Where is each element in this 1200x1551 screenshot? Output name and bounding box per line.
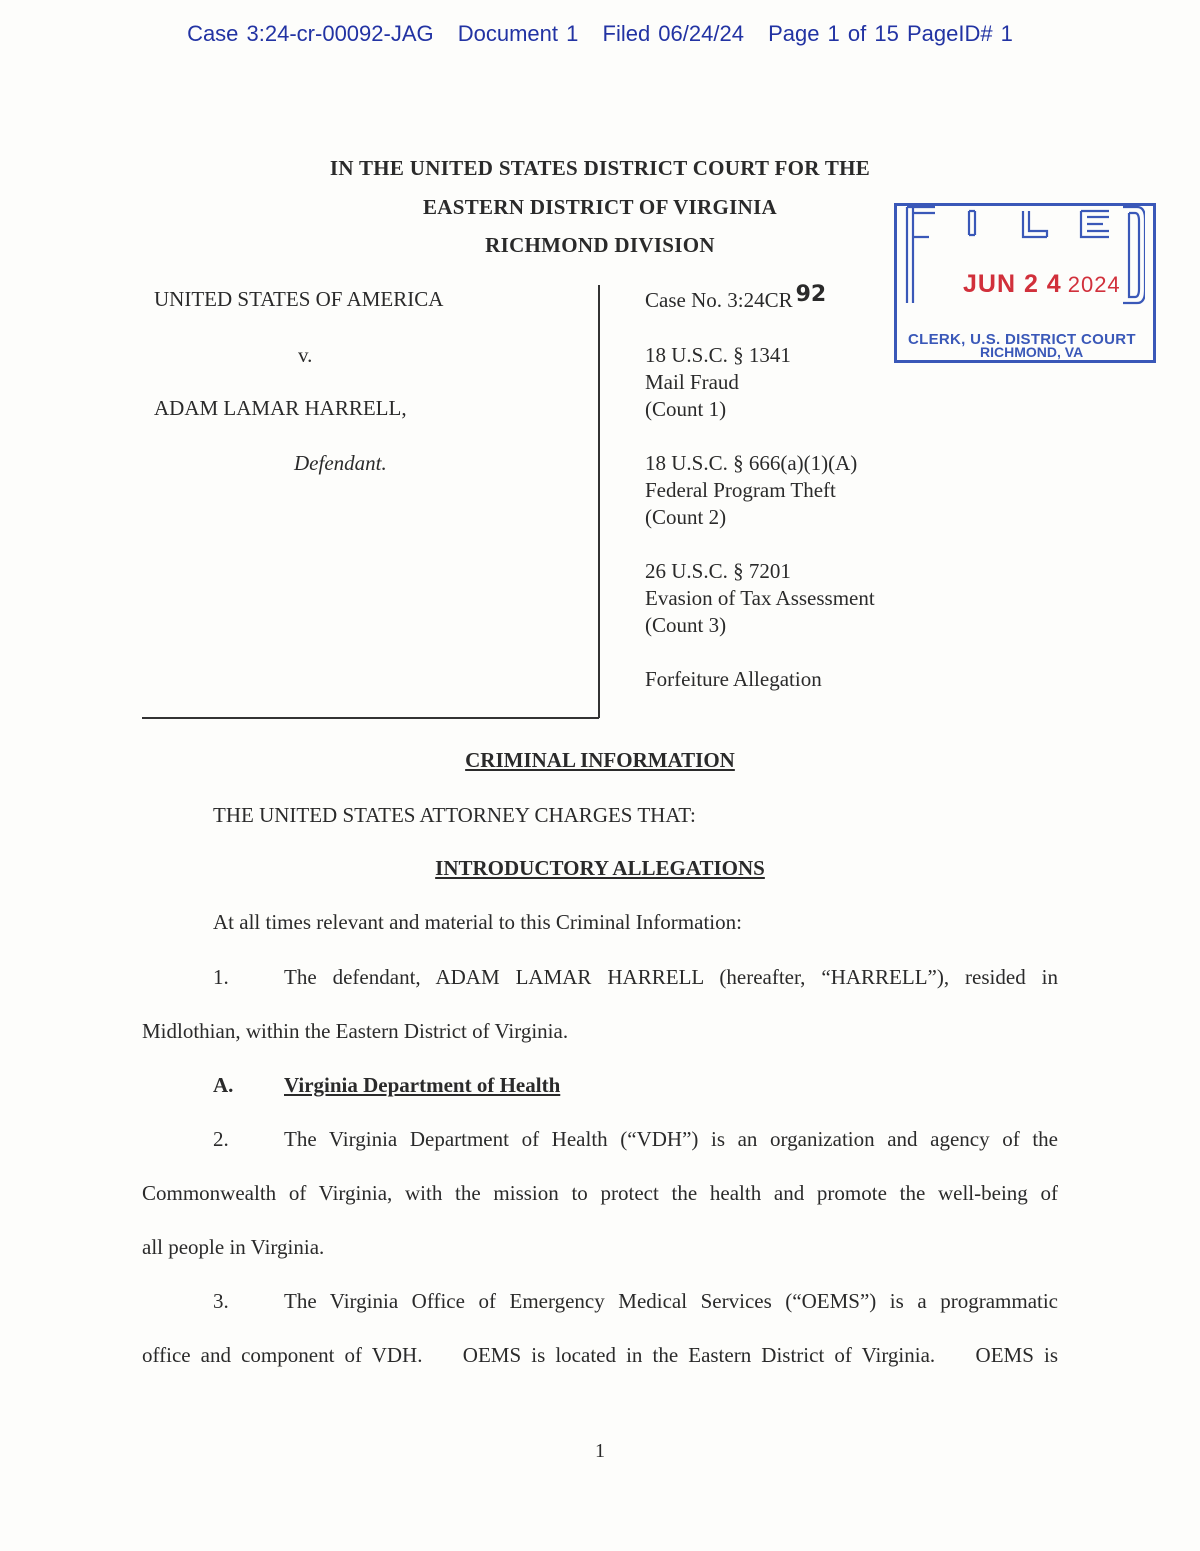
header-document: Document 1	[457, 21, 579, 46]
filed-stamp-city: RICHMOND, VA	[980, 344, 1084, 360]
court-name-line-2: EASTERN DISTRICT OF VIRGINIA	[422, 195, 778, 219]
count-3-name: Evasion of Tax Assessment	[645, 586, 875, 610]
document-title: CRIMINAL INFORMATION	[465, 748, 735, 772]
filed-stamp-date	[963, 270, 1121, 299]
filed-stamp-month-day: JUN 2 4	[963, 270, 1062, 298]
paragraph-3-number: 3.	[213, 1289, 229, 1313]
caption-versus: v.	[298, 343, 313, 367]
caption-defendant-name: ADAM LAMAR HARRELL,	[154, 396, 407, 420]
paragraph-2	[142, 1112, 1058, 1274]
paragraph-3-text-1: The Virginia Office of Emergency Medical Services (“OEMS”) is a programmatic	[284, 1289, 1058, 1313]
caption-defendant-role: Defendant.	[294, 451, 387, 475]
section-a-title: Virginia Department of Health	[284, 1073, 561, 1097]
count-3-block	[645, 558, 875, 639]
case-number	[645, 282, 827, 314]
count-3-label: (Count 3)	[645, 613, 727, 637]
paragraph-2-line-2: Commonwealth of Virginia, with the mission to protect the health and promote the well-being of	[142, 1181, 1058, 1205]
page-number: 1	[595, 1440, 605, 1462]
paragraph-1-line-1	[142, 950, 1058, 1004]
count-1-statute: 18 U.S.C. § 1341	[645, 343, 791, 367]
forfeiture-allegation: Forfeiture Allegation	[645, 667, 822, 691]
court-name-line-1: IN THE UNITED STATES DISTRICT COURT FOR THE	[329, 156, 871, 180]
caption-vertical-rule	[598, 285, 600, 718]
paragraph-3	[142, 1274, 1058, 1382]
count-1-name: Mail Fraud	[645, 370, 739, 394]
count-2-name: Federal Program Theft	[645, 478, 836, 502]
header-filed-date: Filed 06/24/24	[602, 21, 744, 46]
header-case-number: Case 3:24-cr-00092-JAG	[187, 21, 434, 46]
paragraph-1-text-1: The defendant, ADAM LAMAR HARRELL (hereafter, “HARRELL”), resided in	[284, 965, 1058, 989]
filed-stamp-year: 2024	[1067, 272, 1121, 297]
caption-plaintiff: UNITED STATES OF AMERICA	[154, 287, 444, 311]
paragraph-2-line-3: all people in Virginia.	[142, 1235, 325, 1259]
paragraph-2-number: 2.	[213, 1127, 229, 1151]
section-a-letter: A.	[213, 1073, 234, 1097]
count-1-block	[645, 342, 791, 423]
case-number-handwritten: 92	[795, 282, 827, 307]
case-number-printed: Case No. 3:24CR	[645, 288, 793, 312]
header-page-info: Page 1 of 15 PageID# 1	[768, 21, 1013, 46]
court-division: RICHMOND DIVISION	[485, 233, 715, 257]
filed-stamp-clerk: CLERK, U.S. DISTRICT COURT	[908, 331, 1136, 348]
section-a-heading	[213, 1073, 560, 1098]
paragraph-1-line-2: Midlothian, within the Eastern District of Virginia.	[142, 1019, 569, 1043]
intro-sentence: At all times relevant and material to this Criminal Information:	[213, 910, 742, 934]
caption-horizontal-rule	[142, 717, 599, 719]
paragraph-1-number: 1.	[213, 965, 229, 989]
count-2-block	[645, 450, 857, 531]
charges-statement: THE UNITED STATES ATTORNEY CHARGES THAT:	[213, 803, 696, 827]
count-1-label: (Count 1)	[645, 397, 727, 421]
paragraph-3-line-2: office and component of VDH. OEMS is located in the Eastern District of Virginia. OEMS is	[142, 1343, 1058, 1367]
paragraph-1	[142, 950, 1058, 1058]
paragraph-3-line-1	[142, 1274, 1058, 1328]
ecf-header	[0, 21, 1200, 47]
count-3-statute: 26 U.S.C. § 7201	[645, 559, 791, 583]
paragraph-2-text-1: The Virginia Department of Health (“VDH”) is an organization and agency of the	[284, 1127, 1058, 1151]
count-2-statute: 18 U.S.C. § 666(a)(1)(A)	[645, 451, 858, 475]
paragraph-2-line-1	[142, 1112, 1058, 1166]
count-2-label: (Count 2)	[645, 505, 727, 529]
introductory-allegations-heading: INTRODUCTORY ALLEGATIONS	[435, 856, 765, 880]
